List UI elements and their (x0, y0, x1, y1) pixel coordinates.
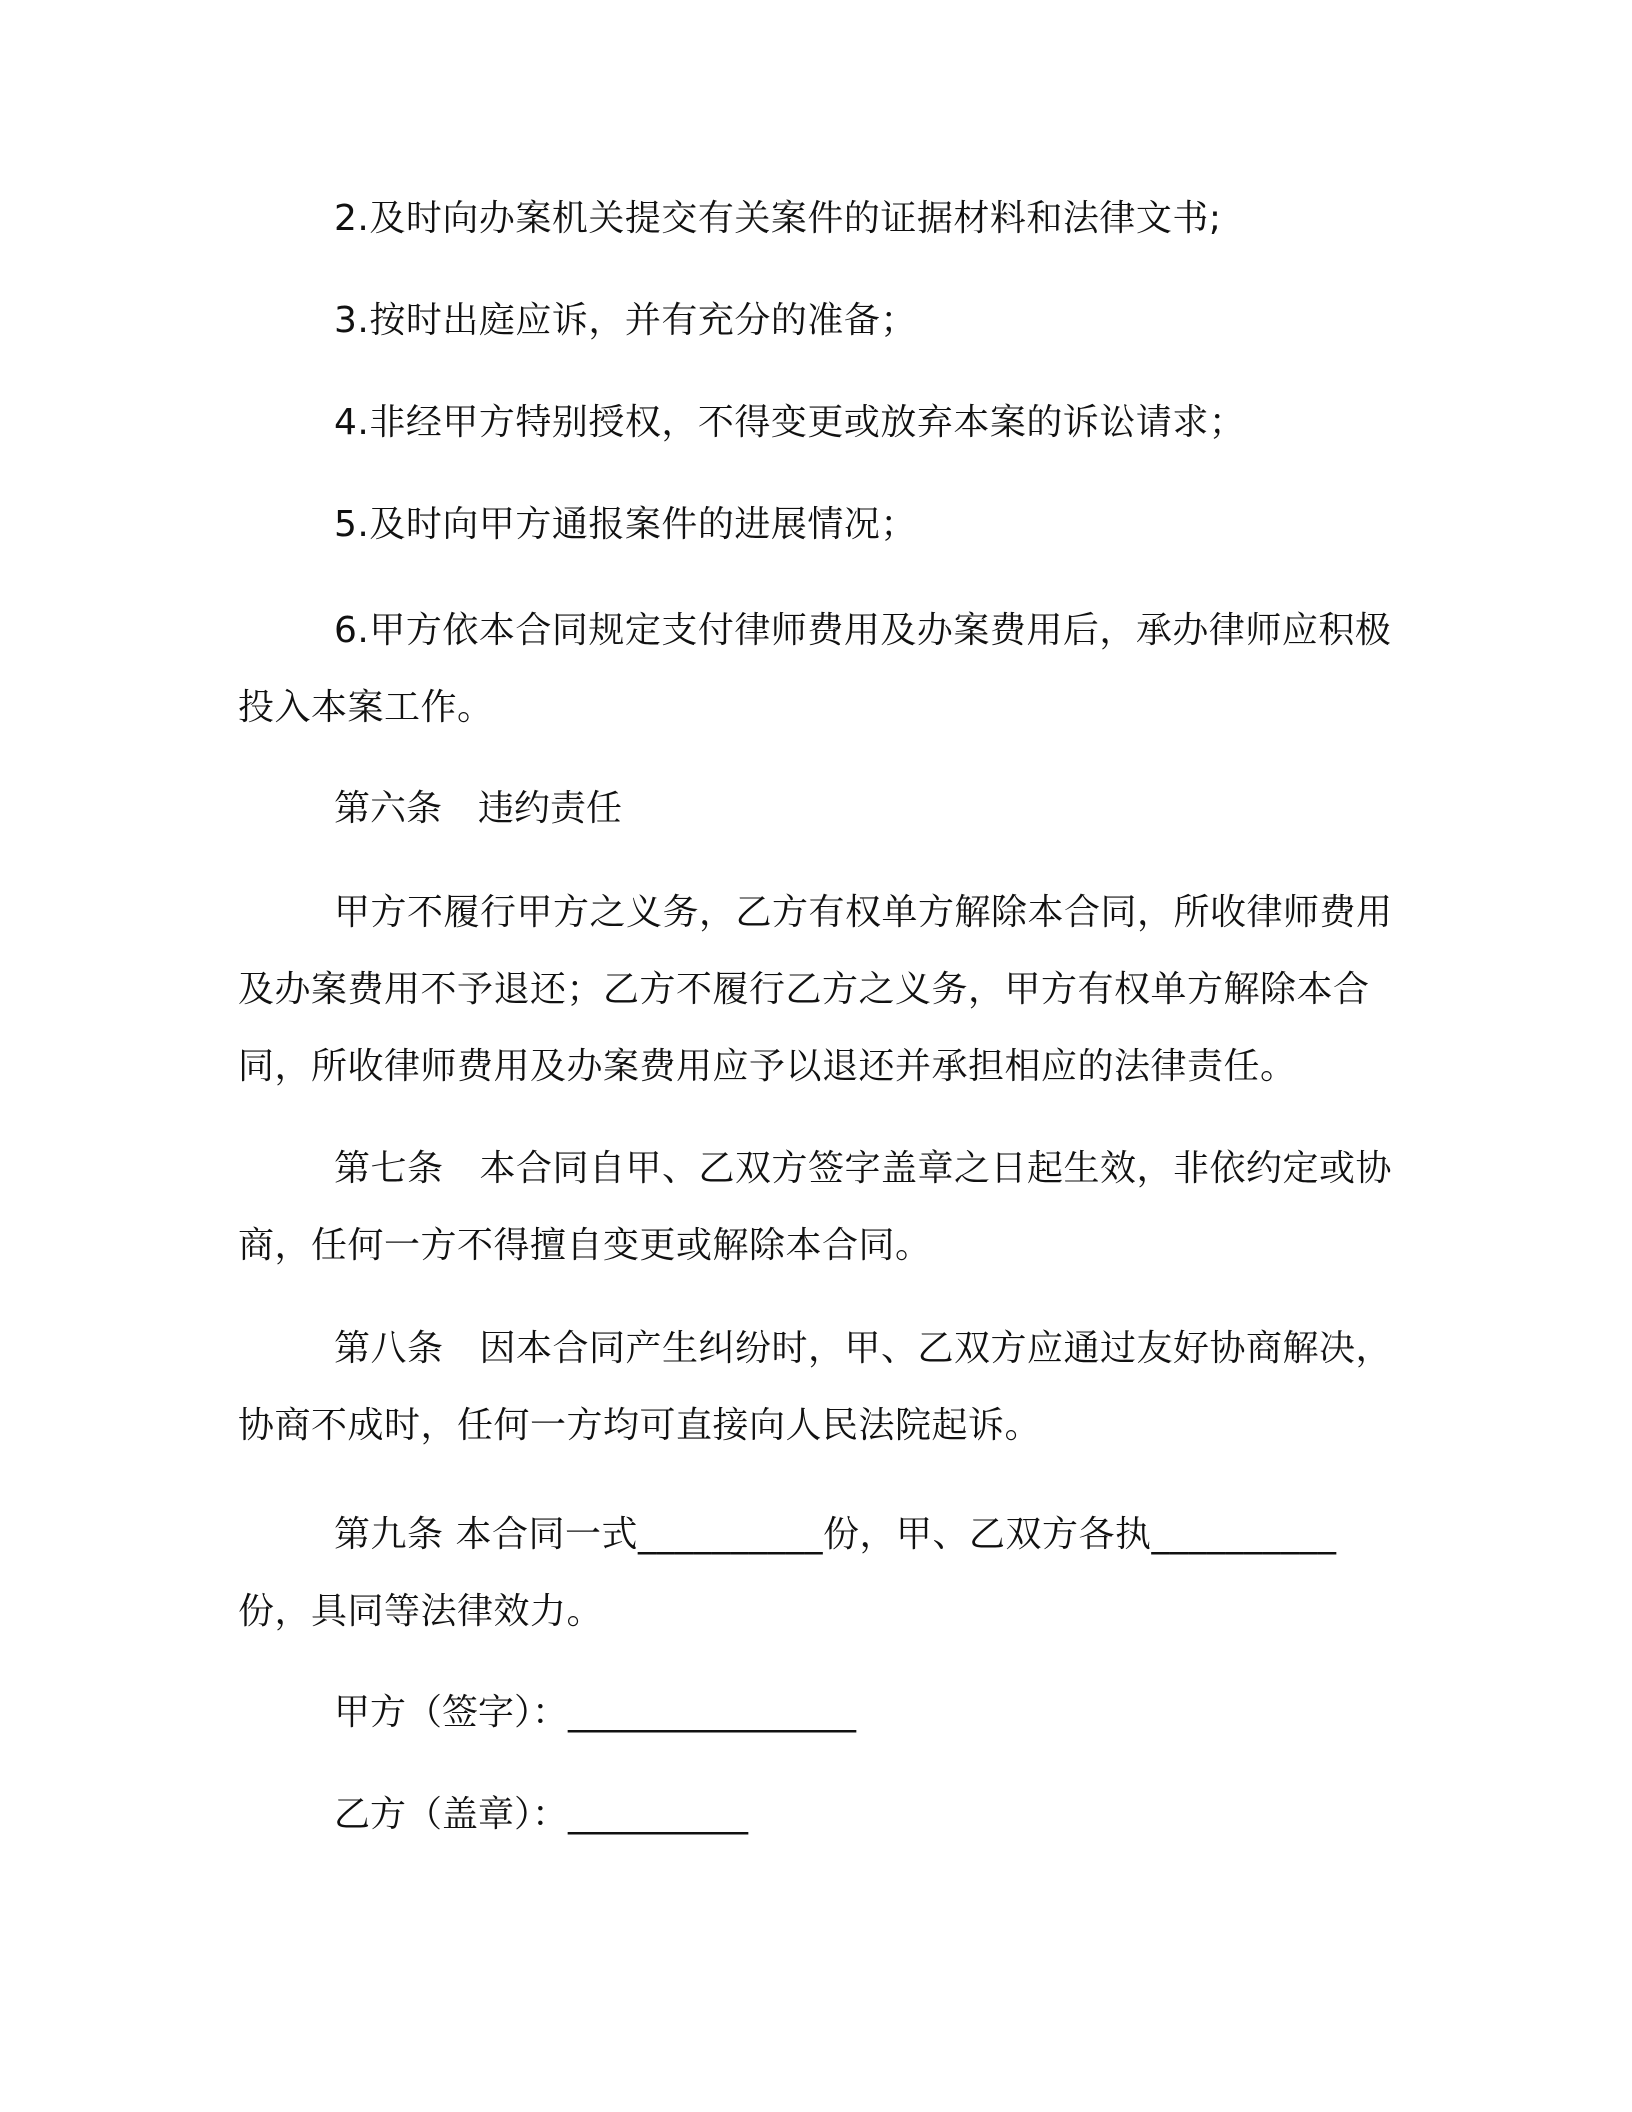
clause-item-3: 3.按时出庭应诉，并有充分的准备； (334, 300, 917, 341)
clause-item-4: 4.非经甲方特别授权，不得变更或放弃本案的诉讼请求； (334, 402, 1246, 443)
article-9: 第九条 本合同一式__________份，甲、乙双方各执__________份，具同等法律效力。 (238, 1514, 1337, 1632)
article-7 (238, 1130, 1408, 1284)
party-b-seal-line: 乙方（盖章）：__________ (334, 1794, 749, 1835)
article-6-title: 违约责任 (478, 788, 623, 829)
article-7-body: 本合同自甲、乙双方签字盖章之日起生效，非依约定或协商，任何一方不得擅自变更或解除本合同。 (238, 1148, 1393, 1266)
clause-item-5: 5.及时向甲方通报案件的进展情况； (334, 504, 917, 545)
article-6-number: 第六条 (334, 788, 443, 829)
article-7-number: 第七条 (334, 1148, 444, 1189)
article-8-body: 因本合同产生纠纷时，甲、乙双方应通过友好协商解决，协商不成时，任何一方均可直接向人民法院起诉。 (238, 1328, 1393, 1446)
article-6-heading (334, 770, 622, 847)
article-6-body: 甲方不履行甲方之义务，乙方有权单方解除本合同，所收律师费用及办案费用不予退还；乙方不履行乙方之义务，甲方有权单方解除本合同，所收律师费用及办案费用应予以退还并承担相应的法律责任。 (238, 892, 1393, 1087)
party-a-signature-line: 甲方（签字）：________________ (334, 1692, 857, 1733)
clause-item-2: 2.及时向办案机关提交有关案件的证据材料和法律文书; (334, 198, 1222, 239)
clause-item-6: 6.甲方依本合同规定支付律师费用及办案费用后，承办律师应积极投入本案工作。 (238, 610, 1392, 728)
article-8 (238, 1310, 1408, 1464)
article-8-number: 第八条 (334, 1328, 444, 1369)
